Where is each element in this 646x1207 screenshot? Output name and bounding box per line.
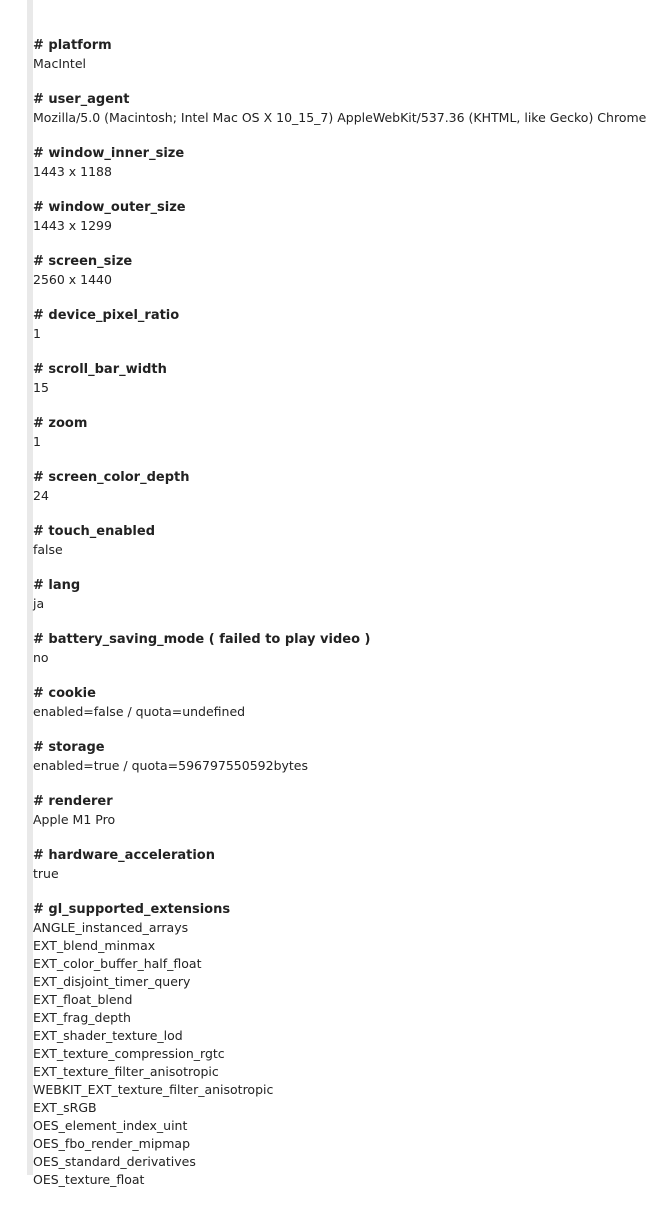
list-item: EXT_sRGB bbox=[33, 1100, 97, 1115]
list-item: EXT_texture_compression_rgtc bbox=[33, 1046, 225, 1061]
device-pixel-ratio-heading: # device_pixel_ratio bbox=[33, 308, 180, 323]
list-item: EXT_frag_depth bbox=[33, 1010, 131, 1025]
list-item: OES_element_index_uint bbox=[33, 1118, 188, 1133]
section-scroll-bar-width bbox=[33, 361, 536, 397]
gl-extensions-list bbox=[33, 919, 536, 1189]
section-storage bbox=[33, 739, 536, 775]
window-outer-size-heading: # window_outer_size bbox=[33, 200, 186, 215]
list-item: EXT_disjoint_timer_query bbox=[33, 974, 191, 989]
section-gl-supported-extensions bbox=[33, 901, 536, 1189]
hardware-acceleration-heading: # hardware_acceleration bbox=[33, 848, 215, 863]
info-content bbox=[33, 37, 646, 1207]
gl-supported-extensions-heading: # gl_supported_extensions bbox=[33, 902, 231, 917]
list-item: WEBKIT_EXT_texture_filter_anisotropic bbox=[33, 1082, 274, 1097]
screen-size-heading: # screen_size bbox=[33, 254, 133, 269]
list-item: EXT_blend_minmax bbox=[33, 938, 156, 953]
list-item: EXT_color_buffer_half_float bbox=[33, 956, 202, 971]
list-item: EXT_float_blend bbox=[33, 992, 133, 1007]
screen-size-value: 2560 x 1440 bbox=[33, 272, 112, 287]
lang-heading: # lang bbox=[33, 578, 81, 593]
platform-heading: # platform bbox=[33, 38, 112, 53]
device-pixel-ratio-value: 1 bbox=[33, 326, 41, 341]
section-renderer bbox=[33, 793, 536, 829]
storage-heading: # storage bbox=[33, 740, 105, 755]
window-outer-size-value: 1443 x 1299 bbox=[33, 218, 112, 233]
battery-saving-mode-heading: # battery_saving_mode ( failed to play video ) bbox=[33, 632, 371, 647]
cookie-value: enabled=false / quota=undefined bbox=[33, 704, 246, 719]
section-window-outer-size bbox=[33, 199, 536, 235]
list-item: OES_fbo_render_mipmap bbox=[33, 1136, 191, 1151]
zoom-heading: # zoom bbox=[33, 416, 88, 431]
screen-color-depth-heading: # screen_color_depth bbox=[33, 470, 190, 485]
section-device-pixel-ratio bbox=[33, 307, 536, 343]
touch-enabled-heading: # touch_enabled bbox=[33, 524, 156, 539]
section-touch-enabled bbox=[33, 523, 536, 559]
battery-saving-mode-value: no bbox=[33, 650, 49, 665]
section-user-agent bbox=[33, 91, 646, 127]
list-item: OES_texture_float bbox=[33, 1172, 145, 1187]
section-battery-saving-mode bbox=[33, 631, 536, 667]
section-platform bbox=[33, 37, 536, 73]
scroll-bar-width-value: 15 bbox=[33, 380, 49, 395]
list-item: EXT_shader_texture_lod bbox=[33, 1028, 183, 1043]
section-hardware-acceleration bbox=[33, 847, 536, 883]
section-lang bbox=[33, 577, 536, 613]
hardware-acceleration-value: true bbox=[33, 866, 59, 881]
lang-value: ja bbox=[33, 596, 45, 611]
touch-enabled-value: false bbox=[33, 542, 63, 557]
user-agent-value: Mozilla/5.0 (Macintosh; Intel Mac OS X 10_15_7) AppleWebKit/537.36 (KHTML, like Gecko) Chrome bbox=[33, 110, 646, 125]
screen-color-depth-value: 24 bbox=[33, 488, 49, 503]
section-zoom bbox=[33, 415, 536, 451]
list-item: OES_standard_derivatives bbox=[33, 1154, 196, 1169]
zoom-value: 1 bbox=[33, 434, 41, 449]
section-cookie bbox=[33, 685, 536, 721]
window-inner-size-value: 1443 x 1188 bbox=[33, 164, 112, 179]
list-item: ANGLE_instanced_arrays bbox=[33, 920, 189, 935]
user-agent-heading: # user_agent bbox=[33, 92, 130, 107]
section-window-inner-size bbox=[33, 145, 536, 181]
list-item: EXT_texture_filter_anisotropic bbox=[33, 1064, 219, 1079]
storage-value: enabled=true / quota=596797550592bytes bbox=[33, 758, 308, 773]
renderer-value: Apple M1 Pro bbox=[33, 812, 116, 827]
cookie-heading: # cookie bbox=[33, 686, 96, 701]
window-inner-size-heading: # window_inner_size bbox=[33, 146, 185, 161]
scroll-bar-width-heading: # scroll_bar_width bbox=[33, 362, 167, 377]
section-screen-color-depth bbox=[33, 469, 536, 505]
renderer-heading: # renderer bbox=[33, 794, 113, 809]
platform-value: MacIntel bbox=[33, 56, 86, 71]
section-screen-size bbox=[33, 253, 536, 289]
